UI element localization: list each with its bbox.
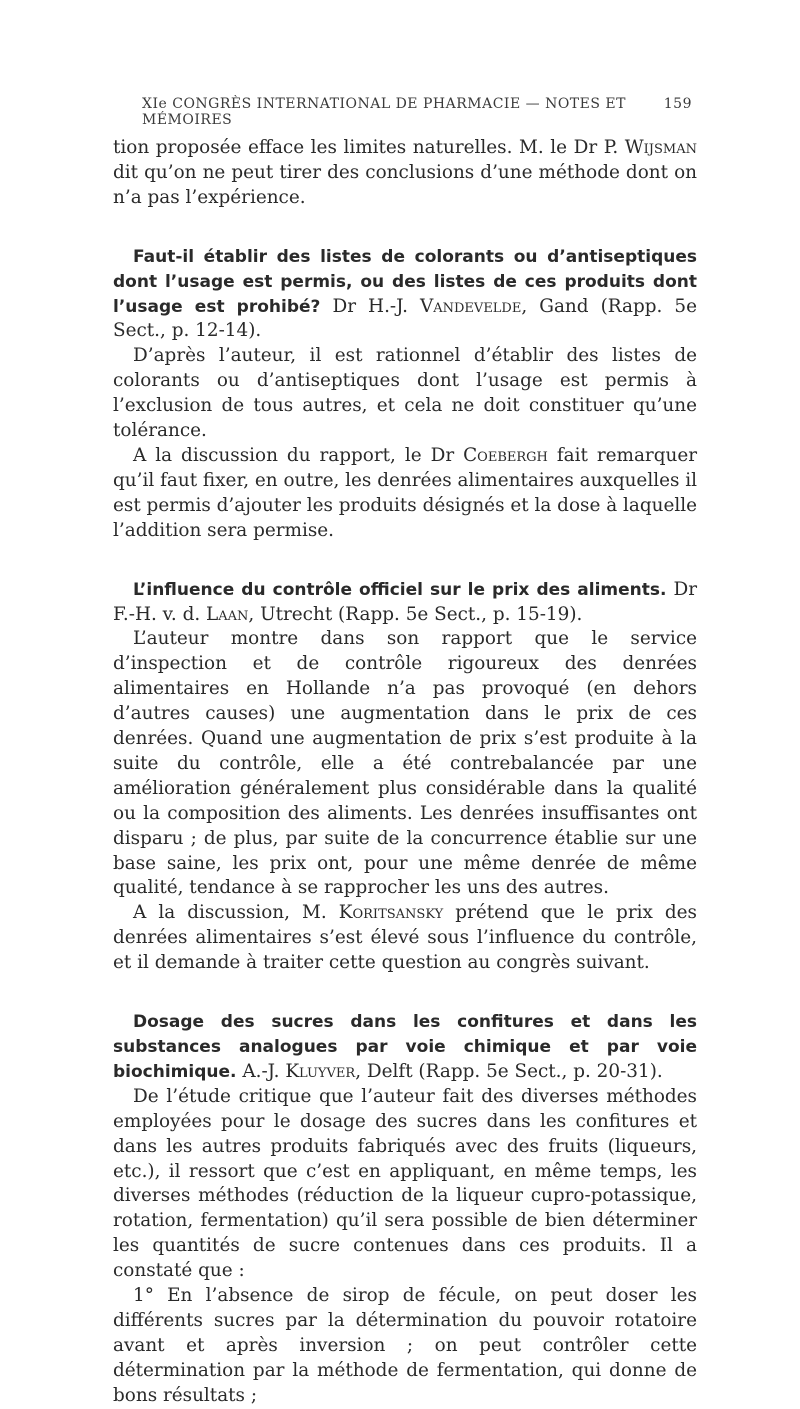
paragraph-text-end: prétend que le prix des denrées alimentaires s’est élevé sous l’influence du contrôle, et il demande à traiter cette question au congrès suivant. — [113, 902, 697, 974]
paragraph: 1° En l’absence de sirop de fécule, on peut doser les différents sucres par la détermination du pouvoir rotatoire avant et après inversion ; on peut contrôler cette détermination par la méthode de fermentation, qui donne de bons résultats ; — [113, 1285, 697, 1406]
person-name: Wijsman — [624, 137, 697, 158]
paragraph: De l’étude critique que l’auteur fait des diverses méthodes employées pour le dosage des sucres dans les confitures et dans les autres produits fabriqués avec des fruits (liqueurs, etc.), il ressort que c’est en appliquant, en même temps, les diverses méthodes (réduction de la liqueur cupro-potassique, rotation, fermentation) qu’il sera possible de bien déterminer les quantités de sucre contenues dans ces produits. Il a constaté que : — [113, 1085, 697, 1282]
section-heading — [113, 578, 697, 628]
intro-paragraph — [113, 136, 697, 211]
paragraph — [113, 901, 697, 976]
paragraph-text-end: fait remarquer qu’il faut fixer, en outre, les denrées alimentaires auxquelles il est permis d’ajouter les produits désignés et la dose à laquelle l’addition sera permise. — [113, 444, 698, 541]
intro-text: tion proposée efface les limites naturelles. M. le Dr P. — [113, 137, 625, 158]
reference-text: A.-J. — [236, 1060, 286, 1082]
author-name: Laan — [206, 603, 249, 625]
running-title: XIe CONGRÈS INTERNATIONAL DE PHARMACIE — NOTES ET MÉMOIRES — [142, 96, 626, 128]
reference-text-end: , Gand (Rapp. 5e Sect., p. 12-14). — [113, 295, 697, 342]
page-body — [113, 136, 697, 1409]
intro-text-end: dit qu’on ne peut tirer des conclusions d’une méthode dont on n’a pas l’expérience. — [113, 161, 697, 208]
section-title: Faut-il établir des listes de colorants ou d’antiseptiques dont l’usage est permis, ou des listes de ces produits dont l’usage est prohibé? — [113, 246, 697, 317]
reference-text: Dr H.-J. — [320, 295, 420, 317]
reference-text: Dr F.-H. v. d. — [113, 578, 697, 625]
paragraph-text: A la discussion du rapport, le Dr — [133, 444, 464, 466]
person-name: Coebergh — [463, 444, 548, 466]
running-header — [142, 96, 692, 128]
paragraph-text: A la discussion, M. — [133, 902, 339, 924]
paragraph — [113, 444, 697, 544]
section-title: Dosage des sucres dans les confitures et dans les substances analogues par voie chimique et par voie biochimique. — [113, 1012, 697, 1082]
person-name: Koritsansky — [338, 902, 444, 924]
section-title: L’influence du contrôle officiel sur le prix des aliments. — [133, 579, 667, 600]
reference-text-end: , Delft (Rapp. 5e Sect., p. 20-31). — [355, 1060, 663, 1082]
section-heading — [113, 1010, 697, 1085]
paragraph: L’auteur montre dans son rapport que le service d’inspection et de contrôle rigoureux des denrées alimentaires en Hollande n’a pas provoqué (en dehors d’autres causes) une augmentation dans le prix de ces denrées. Quand une augmentation de prix s’est produite à la suite du contrôle, elle a été contrebalancée par une amélioration généralement plus considérable dans la qualité ou la composition des aliments. Les denrées insuffisantes ont disparu ; de plus, par suite de la concurrence établie sur une base saine, les prix ont, pour une même denrée de même qualité, tendance à se rapprocher les uns des autres. — [113, 628, 697, 899]
reference-text-end: , Utrecht (Rapp. 5e Sect., p. 15-19). — [248, 603, 583, 625]
paragraph: D’après l’auteur, il est rationnel d’établir des listes de colorants ou d’antiseptiques dont l’usage est permis à l’exclusion de tous autres, et cela ne doit constituer qu’une tolérance. — [113, 345, 697, 442]
section-heading — [113, 245, 697, 345]
author-name: Vandevelde — [419, 295, 522, 317]
author-name: Kluyver — [285, 1060, 356, 1082]
page-number: 159 — [663, 96, 692, 112]
